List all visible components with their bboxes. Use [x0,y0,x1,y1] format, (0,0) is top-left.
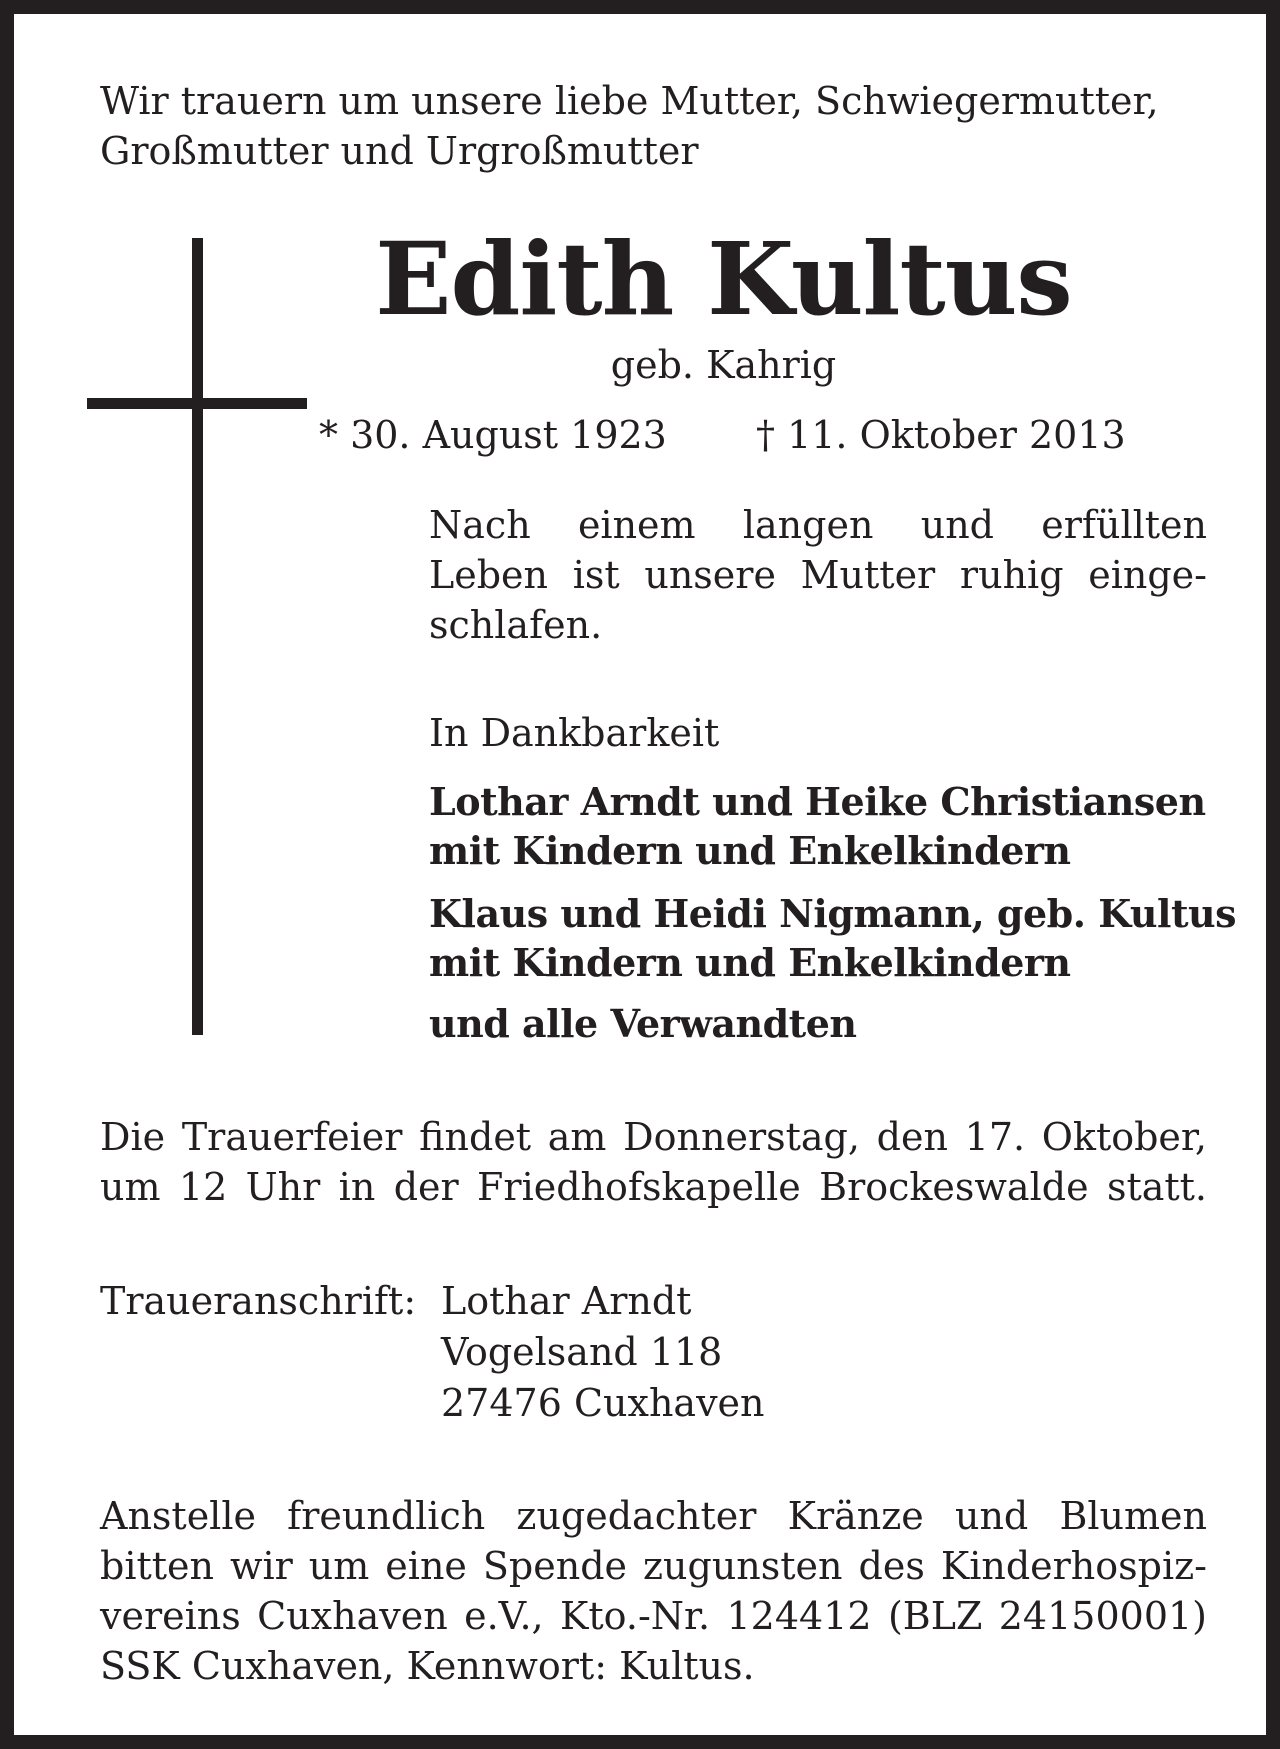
family-group-2-names: Klaus und Heidi Nigmann, geb. Kultus [429,891,1237,936]
address-label: Traueranschrift: [100,1279,417,1323]
funeral-service-info [100,1112,1207,1212]
donation-line-4: SSK Cuxhaven, Kennwort: Kultus. [100,1644,755,1688]
message-line-2: Leben ist unsere Mutter ruhig einge- [429,553,1207,597]
address-city: 27476 Cuxhaven [441,1381,765,1425]
deceased-name: Edith Kultus [375,220,1072,338]
farewell-message [429,500,1207,650]
intro-text [100,76,1159,176]
message-line-3: schlafen. [429,603,603,647]
donation-request [100,1491,1207,1691]
maiden-name: geb. Kahrig [610,343,837,387]
intro-line-2: Großmutter und Urgroßmutter [100,129,699,173]
address-street: Vogelsand 118 [441,1330,723,1374]
family-group-1-names: Lothar Arndt und Heike Christiansen [429,779,1206,824]
family-group-2-descendants: mit Kindern und Enkelkindern [429,940,1071,985]
donation-line-3: vereins Cuxhaven e.V., Kto.-Nr. 124412 (BLZ 24150001) [100,1594,1207,1638]
donation-line-1: Anstelle freundlich zugedachter Kränze und Blumen [100,1494,1207,1538]
message-line-1: Nach einem langen und erfüllten [429,503,1207,547]
donation-line-2: bitten wir um eine Spende zugunsten des Kinderhospiz- [100,1544,1207,1588]
birth-date: * 30. August 1923 [319,413,667,457]
address-name: Lothar Arndt [441,1279,692,1323]
gratitude-line: In Dankbarkeit [429,711,720,755]
cross-horizontal-bar [87,398,307,409]
family-relatives: und alle Verwandten [429,1001,857,1046]
cross-vertical-bar [192,238,203,1035]
intro-line-1: Wir trauern um unsere liebe Mutter, Schwiegermutter, [100,79,1159,123]
service-line-2: um 12 Uhr in der Friedhofskapelle Brockeswalde statt. [100,1165,1207,1209]
death-date: † 11. Oktober 2013 [756,413,1126,457]
service-line-1: Die Trauerfeier findet am Donnerstag, den 17. Oktober, [100,1115,1207,1159]
family-group-1-descendants: mit Kindern und Enkelkindern [429,828,1071,873]
